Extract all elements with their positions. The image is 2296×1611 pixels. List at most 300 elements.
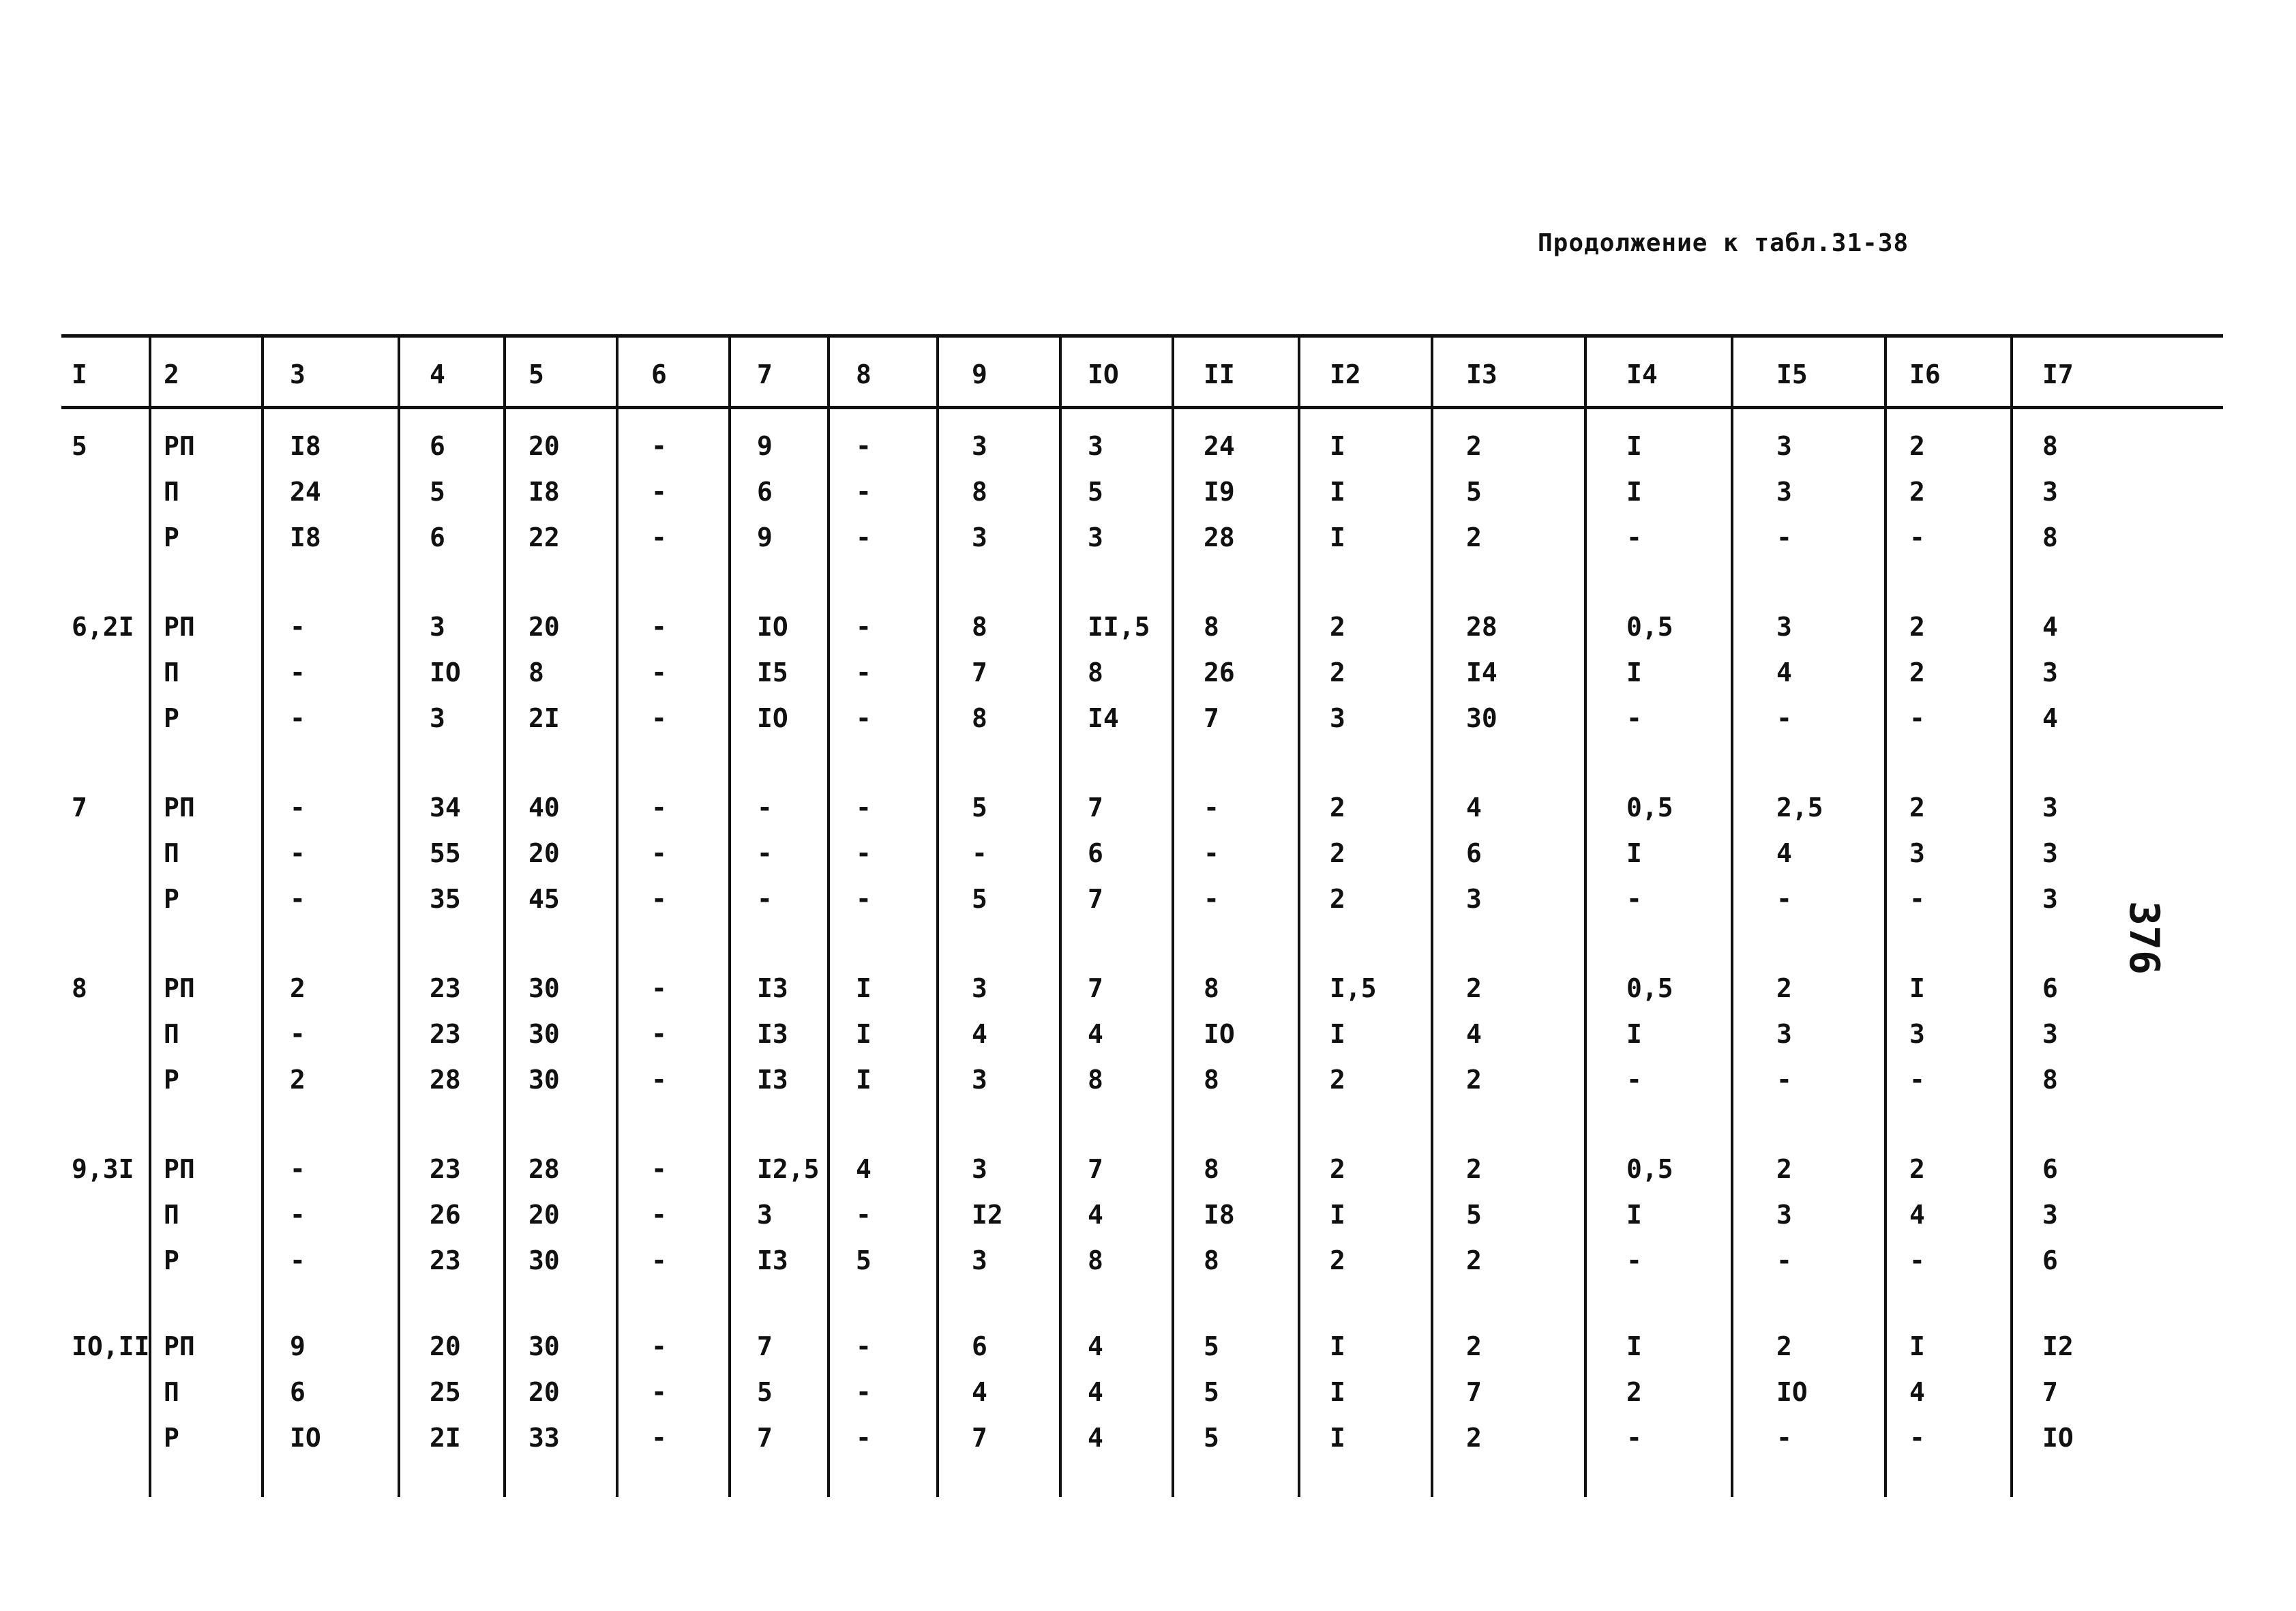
table-cell: 2 [1330, 612, 1345, 642]
table-cell: 4 [1088, 1423, 1103, 1453]
table-cell: 3 [2042, 884, 2058, 914]
table-cell: 3 [972, 431, 987, 461]
table-cell: IO [1776, 1377, 1808, 1407]
column-header: I [72, 359, 87, 389]
table-cell: 5 [1204, 1331, 1219, 1361]
table-cell: 4 [1088, 1377, 1103, 1407]
table-cell: 8 [528, 657, 544, 688]
table-cell: - [856, 793, 871, 823]
table-cell: - [1909, 1065, 1925, 1095]
column-divider [728, 338, 731, 1497]
table-cell: 33 [528, 1423, 560, 1453]
table-cell: - [651, 657, 667, 688]
column-header: I2 [1330, 359, 1361, 389]
table-cell: - [290, 703, 305, 733]
column-header: I5 [1776, 359, 1808, 389]
table-cell: I4 [1466, 657, 1497, 688]
table-cell: 2 [1466, 1331, 1482, 1361]
table-cell: П [164, 1200, 179, 1230]
group-id: IO,II [72, 1331, 150, 1361]
table-cell: 2 [1330, 1154, 1345, 1184]
table-cell: 2 [1776, 973, 1792, 1003]
column-divider [1431, 338, 1433, 1497]
table-cell: 5 [430, 477, 445, 507]
table-cell: - [290, 793, 305, 823]
table-cell: - [856, 1200, 871, 1230]
table-cell: 0,5 [1626, 612, 1673, 642]
column-divider [398, 338, 400, 1497]
table-cell: 28 [1466, 612, 1497, 642]
table-cell: 2 [1909, 431, 1925, 461]
table-cell: 2I [528, 703, 560, 733]
column-header: II [1204, 359, 1235, 389]
column-divider [261, 338, 264, 1497]
table-cell: - [290, 1245, 305, 1275]
table-cell: - [290, 612, 305, 642]
table-cell: 3 [972, 522, 987, 552]
table-cell: 3 [1776, 431, 1792, 461]
table-cell: - [651, 522, 667, 552]
table-cell: 5 [1088, 477, 1103, 507]
table-cell: 7 [972, 657, 987, 688]
table-cell: П [164, 838, 179, 868]
table-cell: Р [164, 522, 179, 552]
table-cell: 9 [290, 1331, 305, 1361]
table-cell: I [1626, 657, 1642, 688]
table-cell: - [651, 1331, 667, 1361]
table-cell: 2,5 [1776, 793, 1823, 823]
table-cell: 0,5 [1626, 1154, 1673, 1184]
column-header: I4 [1626, 359, 1658, 389]
table-cell: I2 [2042, 1331, 2074, 1361]
table-cell: - [1776, 1245, 1792, 1275]
table-cell: 6 [1088, 838, 1103, 868]
header-bottom-rule [61, 406, 2223, 409]
table-cell: I [1909, 1331, 1925, 1361]
table-cell: Р [164, 1065, 179, 1095]
column-divider [616, 338, 618, 1497]
table-cell: 2 [1330, 838, 1345, 868]
table-cell: 5 [972, 884, 987, 914]
table-cell: I3 [757, 1245, 788, 1275]
table-cell: 8 [1204, 1065, 1219, 1095]
table-cell: 30 [528, 1245, 560, 1275]
table-cell: 3 [972, 1065, 987, 1095]
group-id: 7 [72, 793, 87, 823]
table-cell: 9 [757, 522, 773, 552]
table-cell: I [856, 1065, 871, 1095]
table-cell: - [856, 1377, 871, 1407]
table-cell: 24 [1204, 431, 1235, 461]
column-divider [2010, 338, 2013, 1497]
table-cell: 24 [290, 477, 321, 507]
table-cell: 3 [2042, 477, 2058, 507]
table-cell: 30 [528, 1019, 560, 1049]
column-header: I6 [1909, 359, 1941, 389]
table-cell: - [651, 1154, 667, 1184]
table-cell: - [1626, 703, 1642, 733]
table-cell: РП [164, 793, 195, 823]
table-cell: - [290, 1019, 305, 1049]
table-cell: 5 [856, 1245, 871, 1275]
column-header: I3 [1466, 359, 1497, 389]
column-header: 2 [164, 359, 179, 389]
table-cell: - [651, 477, 667, 507]
table-cell: - [290, 884, 305, 914]
table-cell: I [1330, 1331, 1345, 1361]
table-cell: 7 [757, 1423, 773, 1453]
table-cell: 2 [1466, 522, 1482, 552]
table-cell: IO [757, 703, 788, 733]
column-header: 8 [856, 359, 871, 389]
table-cell: 8 [972, 612, 987, 642]
table-cell: I [1626, 477, 1642, 507]
table-cell: 34 [430, 793, 461, 823]
table-cell: 4 [1776, 838, 1792, 868]
table-cell: 3 [1776, 1200, 1792, 1230]
table-cell: 2I [430, 1423, 461, 1453]
table-cell: 3 [2042, 1019, 2058, 1049]
table-cell: 3 [430, 612, 445, 642]
table-cell: 3 [430, 703, 445, 733]
table-cell: 3 [1466, 884, 1482, 914]
table-cell: 9 [757, 431, 773, 461]
table-cell: - [1909, 703, 1925, 733]
table-cell: 3 [757, 1200, 773, 1230]
column-header: 4 [430, 359, 445, 389]
table-cell: 2 [1466, 973, 1482, 1003]
table-cell: РП [164, 431, 195, 461]
table-cell: 3 [972, 1245, 987, 1275]
table-cell: - [1776, 1065, 1792, 1095]
table-cell: 7 [2042, 1377, 2058, 1407]
table-cell: 2 [1330, 1065, 1345, 1095]
table-cell: I,5 [1330, 973, 1377, 1003]
table-cell: 28 [1204, 522, 1235, 552]
table-cell: 4 [1088, 1019, 1103, 1049]
table-cell: IO [430, 657, 461, 688]
table-cell: 55 [430, 838, 461, 868]
table-cell: 3 [2042, 838, 2058, 868]
table-cell: - [651, 1245, 667, 1275]
table-cell: 5 [1204, 1377, 1219, 1407]
table-cell: 3 [1909, 1019, 1925, 1049]
table-cell: 4 [1466, 793, 1482, 823]
table-cell: 2 [1909, 793, 1925, 823]
table-cell: РП [164, 1331, 195, 1361]
table-cell: - [290, 838, 305, 868]
column-header: 9 [972, 359, 987, 389]
table-cell: 23 [430, 1154, 461, 1184]
table-cell: - [1776, 703, 1792, 733]
table-cell: IO [290, 1423, 321, 1453]
table-cell: - [856, 703, 871, 733]
table-cell: 6 [430, 522, 445, 552]
table-cell: 4 [1909, 1200, 1925, 1230]
table-cell: I3 [757, 973, 788, 1003]
table-cell: I [1626, 1019, 1642, 1049]
table-cell: I4 [1088, 703, 1119, 733]
table-cell: I [1909, 973, 1925, 1003]
table-cell: 2 [1466, 431, 1482, 461]
table-cell: 40 [528, 793, 560, 823]
table-cell: 28 [528, 1154, 560, 1184]
table-cell: 20 [528, 1200, 560, 1230]
table-cell: П [164, 1019, 179, 1049]
table-cell: I [856, 1019, 871, 1049]
table-cell: 6 [972, 1331, 987, 1361]
table-cell: 2 [290, 1065, 305, 1095]
table-cell: 7 [757, 1331, 773, 1361]
table-cell: 3 [972, 1154, 987, 1184]
table-cell: - [1776, 884, 1792, 914]
table-cell: 5 [1204, 1423, 1219, 1453]
table-cell: 20 [430, 1331, 461, 1361]
table-cell: - [651, 612, 667, 642]
table-cell: 7 [1088, 793, 1103, 823]
table-top-rule [61, 334, 2223, 338]
group-id: 6,2I [72, 612, 134, 642]
table-cell: 2 [1330, 1245, 1345, 1275]
table-cell: РП [164, 612, 195, 642]
table-cell: - [757, 793, 773, 823]
table-cell: Р [164, 884, 179, 914]
table-cell: 3 [1088, 522, 1103, 552]
table-cell: II,5 [1088, 612, 1150, 642]
table-cell: 30 [528, 973, 560, 1003]
group-id: 9,3I [72, 1154, 134, 1184]
table-cell: - [856, 1331, 871, 1361]
table-cell: - [1776, 1423, 1792, 1453]
table-cell: - [651, 884, 667, 914]
table-cell: 5 [1466, 477, 1482, 507]
table-cell: - [1626, 1423, 1642, 1453]
table-cell: - [757, 884, 773, 914]
table-cell: 4 [1088, 1200, 1103, 1230]
table-cell: 6 [430, 431, 445, 461]
table-cell: 3 [2042, 657, 2058, 688]
table-cell: - [856, 612, 871, 642]
table-cell: 8 [2042, 431, 2058, 461]
table-cell: 6 [2042, 973, 2058, 1003]
table-cell: 4 [1466, 1019, 1482, 1049]
column-divider [1298, 338, 1300, 1497]
table-cell: I [1626, 431, 1642, 461]
table-cell: I [1330, 477, 1345, 507]
table-cell: - [651, 793, 667, 823]
table-cell: 2 [1466, 1065, 1482, 1095]
table-cell: Р [164, 703, 179, 733]
table-cell: П [164, 477, 179, 507]
table-cell: I3 [757, 1065, 788, 1095]
page-number: 376 [2120, 900, 2168, 975]
column-divider [149, 338, 151, 1497]
table-cell: 2 [1909, 657, 1925, 688]
table-cell: 8 [972, 477, 987, 507]
table-cell: I9 [1204, 477, 1235, 507]
table-cell: Р [164, 1245, 179, 1275]
table-cell: - [651, 1377, 667, 1407]
table-cell: I [1330, 1200, 1345, 1230]
table-cell: I [1626, 1331, 1642, 1361]
table-cell: 23 [430, 973, 461, 1003]
table-cell: 7 [1088, 884, 1103, 914]
table-cell: - [856, 1423, 871, 1453]
column-header: 5 [528, 359, 544, 389]
column-header: I7 [2042, 359, 2074, 389]
table-cell: 3 [1776, 1019, 1792, 1049]
table-cell: - [651, 1200, 667, 1230]
table-cell: 30 [528, 1331, 560, 1361]
table-cell: 4 [972, 1377, 987, 1407]
table-cell: 3 [1330, 703, 1345, 733]
table-cell: - [290, 657, 305, 688]
table-cell: 25 [430, 1377, 461, 1407]
table-cell: - [856, 657, 871, 688]
table-title: Продолжение к табл.31-38 [1538, 229, 1909, 257]
table-cell: 4 [1909, 1377, 1925, 1407]
table-cell: 6 [2042, 1154, 2058, 1184]
table-cell: 23 [430, 1245, 461, 1275]
table-cell: 3 [1776, 612, 1792, 642]
table-cell: I [1330, 1423, 1345, 1453]
table-cell: - [856, 884, 871, 914]
table-cell: 26 [430, 1200, 461, 1230]
table-cell: I8 [290, 522, 321, 552]
table-cell: 3 [1776, 477, 1792, 507]
table-cell: П [164, 657, 179, 688]
table-cell: 20 [528, 431, 560, 461]
table-cell: 0,5 [1626, 793, 1673, 823]
group-id: 5 [72, 431, 87, 461]
table-cell: I8 [290, 431, 321, 461]
table-cell: 8 [1088, 1065, 1103, 1095]
table-cell: 2 [1909, 1154, 1925, 1184]
table-cell: I [856, 973, 871, 1003]
table-cell: - [651, 703, 667, 733]
table-cell: I8 [1204, 1200, 1235, 1230]
table-cell: - [290, 1200, 305, 1230]
table-cell: РП [164, 973, 195, 1003]
table-cell: 5 [757, 1377, 773, 1407]
table-cell: 6 [2042, 1245, 2058, 1275]
table-cell: 6 [757, 477, 773, 507]
table-cell: 23 [430, 1019, 461, 1049]
table-cell: 7 [1466, 1377, 1482, 1407]
table-cell: - [1776, 522, 1792, 552]
table-cell: 20 [528, 838, 560, 868]
table-cell: IO [1204, 1019, 1235, 1049]
table-cell: 22 [528, 522, 560, 552]
table-cell: I [1626, 838, 1642, 868]
table-cell: - [1204, 838, 1219, 868]
table-cell: I [1330, 1019, 1345, 1049]
table-cell: I5 [757, 657, 788, 688]
table-cell: I2 [972, 1200, 1003, 1230]
table-cell: 2 [1466, 1423, 1482, 1453]
column-header: IO [1088, 359, 1119, 389]
table-cell: 20 [528, 1377, 560, 1407]
table-cell: 8 [1088, 1245, 1103, 1275]
table-cell: 8 [1204, 612, 1219, 642]
table-cell: - [856, 431, 871, 461]
table-cell: I3 [757, 1019, 788, 1049]
column-header: 7 [757, 359, 773, 389]
table-cell: 2 [1330, 884, 1345, 914]
table-cell: 3 [2042, 1200, 2058, 1230]
table-cell: 2 [1776, 1154, 1792, 1184]
table-cell: - [1909, 522, 1925, 552]
table-cell: - [1626, 1065, 1642, 1095]
table-cell: - [1204, 793, 1219, 823]
table-cell: 28 [430, 1065, 461, 1095]
table-cell: 5 [1466, 1200, 1482, 1230]
table-cell: 4 [2042, 703, 2058, 733]
column-divider [1584, 338, 1587, 1497]
table-cell: 8 [1204, 973, 1219, 1003]
column-divider [1059, 338, 1062, 1497]
table-cell: 2 [1909, 477, 1925, 507]
table-cell: 3 [2042, 793, 2058, 823]
table-cell: 7 [1088, 1154, 1103, 1184]
table-cell: - [757, 838, 773, 868]
column-divider [503, 338, 506, 1497]
table-cell: 26 [1204, 657, 1235, 688]
table-cell: - [856, 477, 871, 507]
table-cell: 7 [1088, 973, 1103, 1003]
table-cell: 4 [972, 1019, 987, 1049]
column-divider [1172, 338, 1174, 1497]
table-cell: - [651, 1065, 667, 1095]
table-cell: - [856, 522, 871, 552]
column-header: 3 [290, 359, 305, 389]
table-cell: - [651, 431, 667, 461]
table-cell: 8 [1088, 657, 1103, 688]
table-cell: I [1330, 1377, 1345, 1407]
table-cell: - [1626, 1245, 1642, 1275]
table-cell: - [1909, 1423, 1925, 1453]
table-cell: IO [2042, 1423, 2074, 1453]
table-cell: 6 [290, 1377, 305, 1407]
table-cell: 3 [972, 973, 987, 1003]
table-cell: - [1909, 1245, 1925, 1275]
table-cell: 4 [2042, 612, 2058, 642]
table-cell: - [290, 1154, 305, 1184]
table-cell: 0,5 [1626, 973, 1673, 1003]
table-cell: 20 [528, 612, 560, 642]
table-cell: 7 [1204, 703, 1219, 733]
table-cell: 5 [972, 793, 987, 823]
table-cell: 4 [1088, 1331, 1103, 1361]
table-cell: 3 [1088, 431, 1103, 461]
table-cell: - [1909, 884, 1925, 914]
table-cell: 8 [1204, 1154, 1219, 1184]
table-cell: П [164, 1377, 179, 1407]
table-cell: I [1330, 522, 1345, 552]
table-cell: 8 [2042, 1065, 2058, 1095]
table-cell: - [972, 838, 987, 868]
group-id: 8 [72, 973, 87, 1003]
column-divider [1731, 338, 1733, 1497]
table-cell: Р [164, 1423, 179, 1453]
table-cell: 7 [972, 1423, 987, 1453]
table-cell: 35 [430, 884, 461, 914]
table-cell: 2 [1466, 1245, 1482, 1275]
table-cell: 6 [1466, 838, 1482, 868]
table-cell: IO [757, 612, 788, 642]
table-cell: I [1626, 1200, 1642, 1230]
table-cell: 30 [1466, 703, 1497, 733]
